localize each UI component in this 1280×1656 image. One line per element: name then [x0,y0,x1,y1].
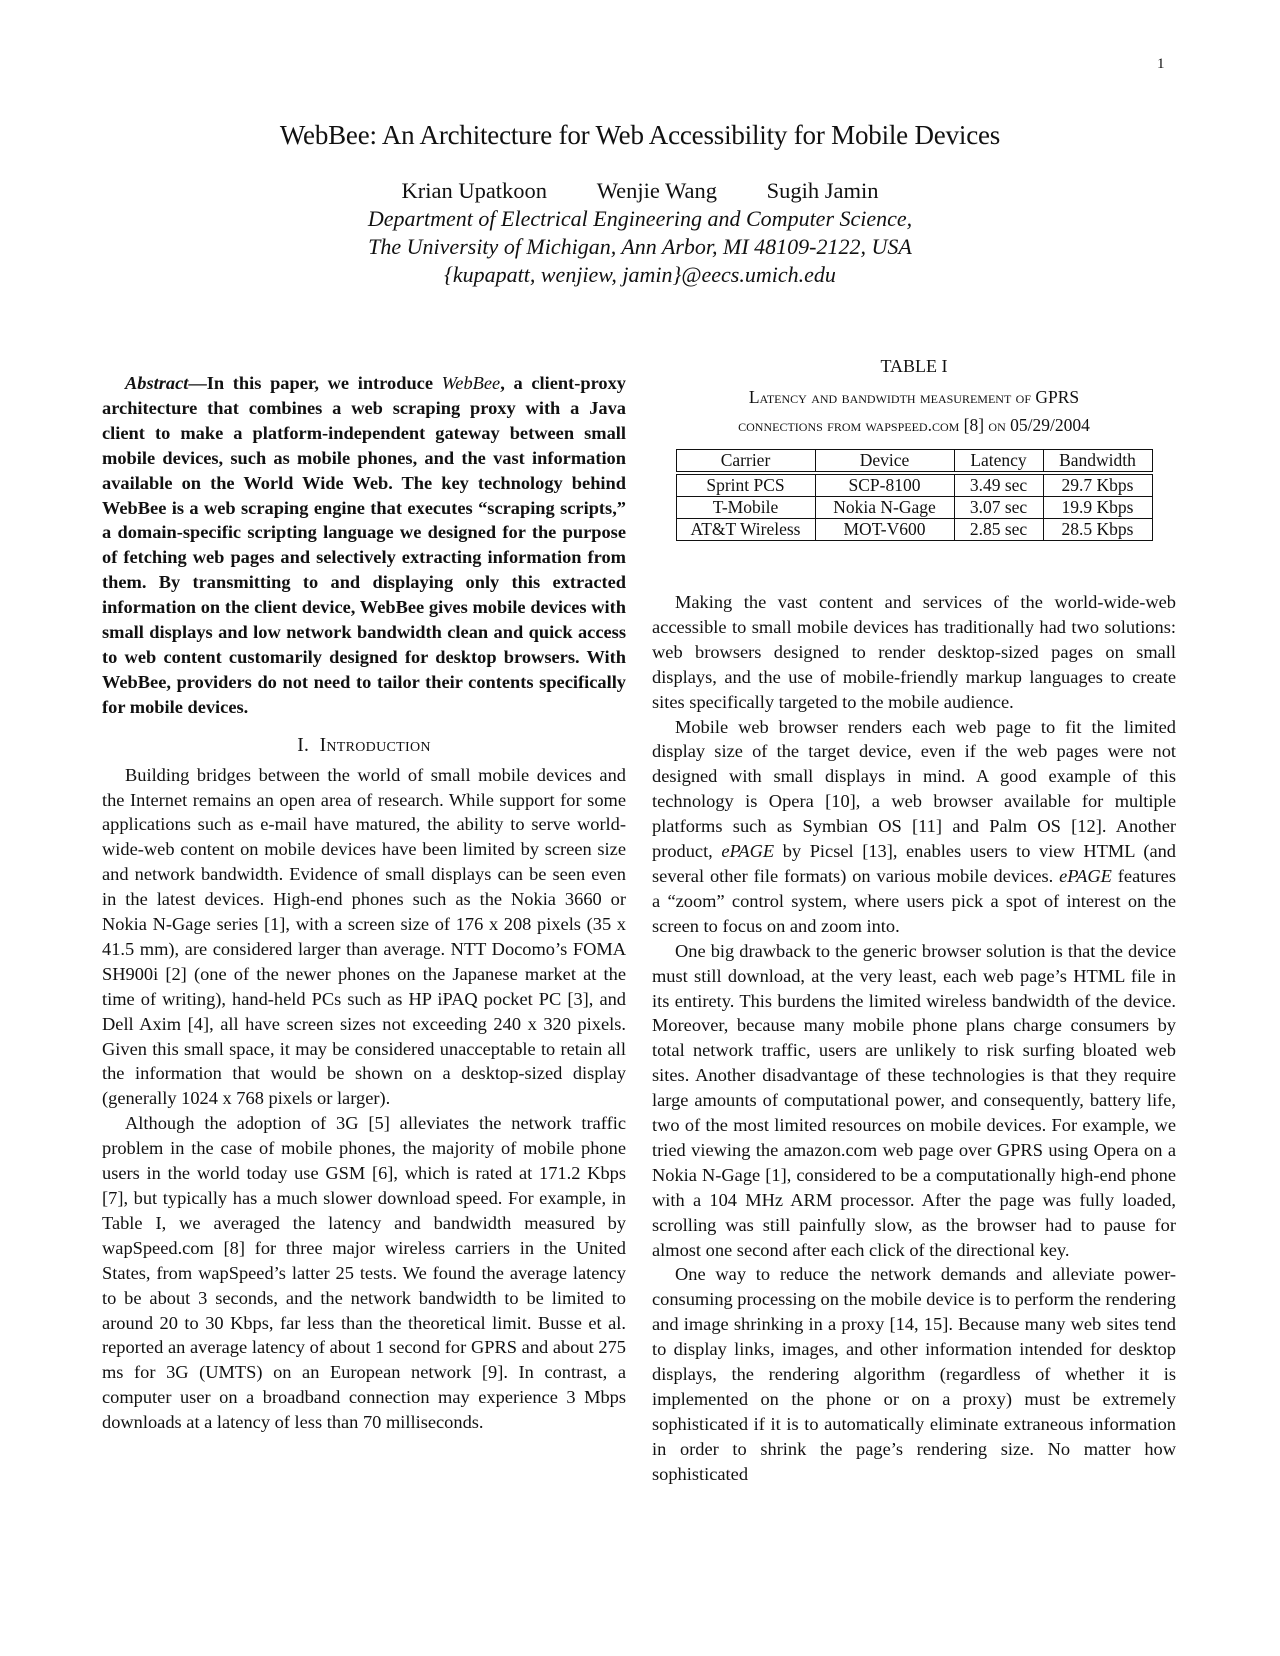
abstract-dash: — [188,373,207,393]
product-name-epage: ePAGE [721,841,775,862]
system-name: WebBee [441,373,501,393]
table-row [676,497,1152,519]
cell-device: SCP-8100 [815,473,954,497]
left-column [102,371,626,1435]
affiliation-university: The University of Michigan, Ann Arbor, MI 48109-2122, USA [368,234,912,259]
author-name: Sugih Jamin [766,178,879,203]
section-number: I. [297,734,310,756]
cell-carrier: AT&T Wireless [676,519,815,541]
intro-paragraph-1: Building bridges between the world of small mobile devices and the Internet remains an open area of research. While support for some applications such as e-mail have matured, the ability to serve world-wide-web content on mobile devices have been limited by screen size and network bandwidth. Evidence of small displays can be seen even in the latest devices. High-end phones such as the Nokia 3660 or Nokia N-Gage series [1], with a screen size of 176 x 208 pixels (35 x 41.5 mm), are considered larger than average. NTT Docomo’s FOMA SH900i [2] (one of the newer phones on the Japanese market at the time of writing), hand-held PCs such as HP iPAQ pocket PC [3], and Dell Axim [4], all have screen sizes not exceeding 240 x 320 pixels. Given this small space, it may be considered unacceptable to retain all the information that would be shown on a desktop-sized display (generally 1024 x 768 pixels or larger). [102,764,626,1109]
column-header-device: Device [815,450,954,474]
body-paragraph-4: One way to reduce the network demands and alleviate power-consuming processing on the mobile device is to perform the rendering and image shrinking in a proxy [14, 15]. Because many web sites tend to display links, images, and other information intended for desktop displays, the rendering algorithm (regardless of whether it is implemented on the phone or on a proxy) must be extremely sophisticated if it is to automatically eliminate extraneous information in order to shrink the page’s rendering size. No matter how sophisticated [652,1264,1176,1484]
column-header-bandwidth: Bandwidth [1043,450,1152,474]
product-name-epage: ePAGE [1059,865,1112,886]
gprs-measurement-table [676,449,1153,541]
paper-title: WebBee: An Architecture for Web Accessibility for Mobile Devices [279,120,1001,150]
paragraph-text: Mobile web browser renders each web page to fit the limited display size of the target device, even if the web pages were not designed with small displays in mind. A good example of this technology is Opera [10], a web browser available for multiple platforms such as Symbian OS [11] and Palm OS [12]. Another product, [652,716,1176,862]
cell-carrier: T-Mobile [676,497,815,519]
table-row [676,519,1152,541]
paragraph-text: by Picsel [13], enables users to view HTML (and several other file formats) on various mobile devices. [652,841,1176,886]
cell-bandwidth: 19.9 Kbps [1043,497,1152,519]
author-list [0,178,1280,204]
paragraph-text: features a “zoom” control system, where users pick a spot of interest on the screen to focus on and zoom into. [652,865,1176,936]
column-header-carrier: Carrier [676,450,815,474]
right-column [652,590,1176,1487]
table-header-row [676,450,1152,474]
intro-paragraph-2: Although the adoption of 3G [5] alleviates the network traffic problem in the case of mobile phones, the majority of mobile phone users in the world today use GSM [6], which is rated at 171.2 Kbps [7], but typically has a much slower download speed. For example, in Table I, we averaged the latency and bandwidth measured by wapSpeed.com [8] for three major wireless carriers in the United States, from wapSpeed’s latter 25 tests. We found the average latency to be about 3 seconds, and the network bandwidth to be limited to around 20 to 30 Kbps, far less than the theoretical limit. Busse et al. reported an average latency of about 1 second for GPRS and about 275 ms for 3G (UMTS) on an European network [9]. In contrast, a computer user on a broadband connection may experience 3 Mbps downloads at a latency of less than 70 milliseconds. [102,1113,626,1433]
section-heading-introduction [102,734,626,759]
cell-latency: 3.07 sec [954,497,1043,519]
affiliation-department: Department of Electrical Engineering and Computer Science, [367,206,913,231]
abstract-text-rest: , a client-proxy architecture that combines a web scraping proxy with a Java client to make a platform-independent gateway between small mobile devices, such as mobile phones, and the vast information available on the World Wide Web. The key technology behind WebBee is a web scraping engine that executes “scraping scripts,” a domain-specific scripting language we designed for the purpose of fetching web pages and selectively extracting information from them. By transmitting to and displaying only this extracted information on the client device, WebBee gives mobile devices with small displays and low network bandwidth clean and quick access to web content customarily designed for desktop browsers. With WebBee, providers do not need to tailor their contents specifically for mobile devices. [102,373,626,717]
cell-device: MOT-V600 [815,519,954,541]
cell-bandwidth: 28.5 Kbps [1043,519,1152,541]
body-paragraph-2 [652,715,1176,939]
table-caption-line-2: connections from wapspeed.com [8] on 05/29/2004 [738,415,1090,435]
cell-latency: 2.85 sec [954,519,1043,541]
page-number: 1 [1157,56,1165,72]
cell-bandwidth: 29.7 Kbps [1043,473,1152,497]
abstract-label: Abstract [125,373,189,393]
abstract [102,371,626,720]
cell-carrier: Sprint PCS [676,473,815,497]
abstract-text-start: In this paper, we introduce [206,373,442,393]
author-name: Krian Upatkoon [401,178,548,203]
author-name: Wenjie Wang [596,178,717,203]
column-header-latency: Latency [954,450,1043,474]
body-paragraph-3: One big drawback to the generic browser solution is that the device must still download, at the very least, each web page’s HTML file in its entirety. This burdens the limited wireless bandwidth of the device. Moreover, because many mobile phone plans charge consumers by total network traffic, users are unlikely to risk surfing bloated web sites. Another disadvantage of these technologies is that they require large amounts of computational power, and consequently, battery life, two of the most limited resources on mobile devices. For example, we tried viewing the amazon.com web page over GPRS using Opera on a Nokia N-Gage [1], considered to be a computationally high-end phone with a 104 MHz ARM processor. After the page was fully loaded, scrolling was still painfully slow, as the browser had to pause for almost one second after each click of the directional key. [652,940,1176,1260]
table-caption-line-1: Latency and bandwidth measurement of GPRS [748,387,1080,407]
cell-latency: 3.49 sec [954,473,1043,497]
author-emails: {kupapatt, wenjiew, jamin}@eecs.umich.edu [444,262,836,287]
table-label: TABLE I [880,356,948,376]
cell-device: Nokia N-Gage [815,497,954,519]
section-title: Introduction [319,734,431,756]
table-1-block [652,356,1176,541]
body-paragraph-1: Making the vast content and services of the world-wide-web accessible to small mobile devices has traditionally had two solutions: web browsers designed to render desktop-sized pages on small displays, and the use of mobile-friendly markup languages to create sites specifically targeted to the mobile audience. [652,592,1176,712]
table-row [676,473,1152,497]
